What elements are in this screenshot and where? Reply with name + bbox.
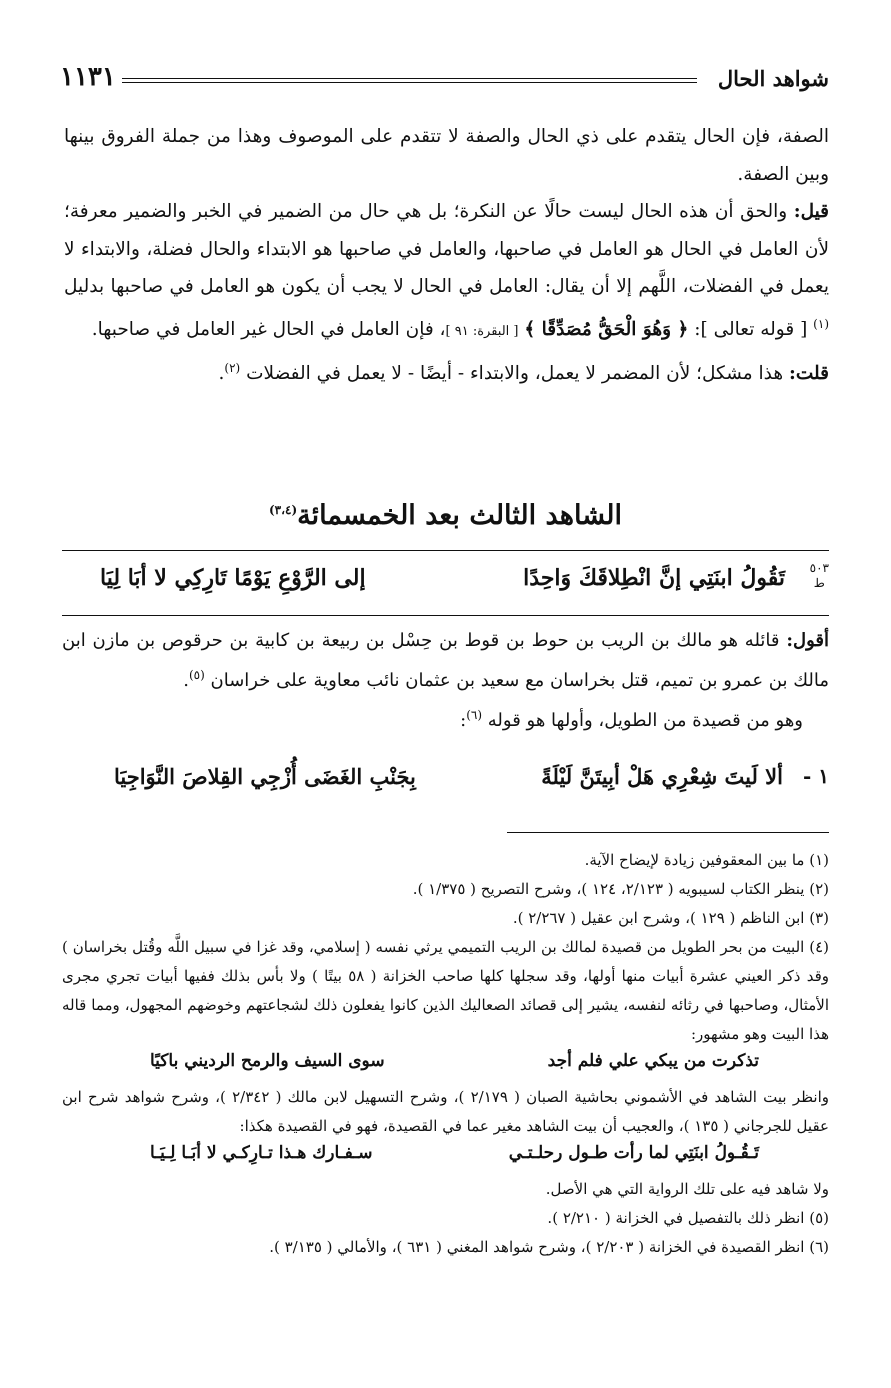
footnote: (٥) انظر ذلك بالتفصيل في الخزانة ( ٢/٢١٠ ). (547, 1209, 829, 1227)
page-number: ١١٣١ (60, 62, 116, 92)
footnote: (٣) ابن الناظم ( ١٢٩ )، وشرح ابن عقيل ( ٢/٢٦٧ ). (512, 909, 829, 927)
footnote: (٤) البيت من بحر الطويل من قصيدة لمالك بن الريب التميمي يرثي نفسه ( إسلامي، وقد غزا في سبيل اللَّه وقُتل بخراسان ) وقد ذكر العيني عشرة أبيات منها أولها، وقد سجلها كلها صاحب الخزانة ( ٥٨ بيتًا ) ولا بأس بذلك ففيها أبيات تجري مجرى الأمثال، وصاحبها في رثائه لنفسه، يشير إلى قصائد الصعاليك الذين كانوا يفعلون ذلك لشجاعتهم وخوضهم المجهول، ومما قاله هذا البيت وهو مشهور: (62, 938, 829, 1043)
paragraph (64, 118, 829, 193)
poem-hemistich-second: بِجَنْبِ الغَضَى أُزْجِي القِلاصَ النَّوَاجِيَا (114, 764, 416, 789)
paragraph-text: والحق أن هذه الحال ليست حالًا عن النكرة؛ بل هي حال من الضمير في الخبر والضمير معرفة؛ لأن العامل في الحال هو العامل في صاحبها، والعامل في صاحبها هو الابتداء والحال فضلة، والابتداء لا يعمل في الفضلات، اللَّهم إلا أن يقال: العامل في الحال لا يجب أن يكون هو العامل في صاحبها بدليل (64, 201, 829, 297)
verse-number (810, 561, 829, 591)
footnote-ref: (٥) (188, 668, 205, 682)
verse-hemistich-second: إلى الرَّوْعِ يَوْمًا تَارِكِي لا أبَا لِيَا (100, 565, 366, 591)
page-header (60, 62, 829, 98)
commentary (62, 624, 829, 738)
footnotes (62, 846, 829, 1262)
qultu-label: قلت: (789, 363, 829, 385)
footnote: (٦) انظر القصيدة في الخزانة ( ٢/٢٠٣ )، وشرح شواهد المغني ( ٦٣١ )، والأمالي ( ٣/١٣٥ ). (269, 1238, 829, 1256)
qil-label: قيل: (793, 201, 829, 222)
footnote-ref: (٢) (224, 361, 241, 376)
main-text (64, 118, 829, 393)
poem-verse-number: ١ - (802, 764, 829, 788)
paragraph-text: هذا مشكل؛ لأن المضمر لا يعمل، والابتداء - أيضًا - لا يعمل في الفضلات (240, 363, 790, 385)
footnote-verse (62, 1141, 829, 1175)
paragraph-text: الصفة، فإن الحال يتقدم على ذي الحال والصفة لا تتقدم على الموصوف وهذا من جملة الفروق بينها وبين الصفة. (64, 126, 829, 185)
paragraph-text: قائله هو مالك بن الريب بن حوط بن قوط بن حِسْل بن ربيعة بن كابية بن حرقوص بن مازن ابن مالك بن عمرو بن تميم، قتل بخراسان مع سعيد بن عثمان نائب معاوية على خراسان (62, 630, 829, 691)
footnote-divider (507, 832, 829, 833)
footnote-ref: (٣،٤) (268, 503, 298, 517)
footnote-continuation: ولا شاهد فيه على تلك الرواية التي هي الأصل. (545, 1180, 829, 1198)
section-title-text: الشاهد الثالث بعد الخمسمائة (297, 500, 623, 531)
aqulu-label: أقول: (786, 630, 829, 651)
footnote-continuation: وانظر بيت الشاهد في الأشموني بحاشية الصبان ( ٢/١٧٩ )، وشرح التسهيل لابن مالك ( ٢/٣٤٢ )، وشرح شواهد شرح ابن عقيل للجرجاني ( ١٣٥ )، والعجيب أن بيت الشاهد مغير عما في القصيدة، فهو في القصيدة هكذا: (62, 1088, 829, 1135)
section-title (0, 500, 891, 531)
aya-reference: [ البقرة: ٩١ ] (445, 323, 519, 339)
header-rule (122, 78, 697, 83)
verse-number-value: ٥٠٣ (809, 561, 829, 575)
footnote: (١) ما بين المعقوفين زيادة لإيضاح الآية. (584, 851, 829, 869)
meter-code: ط (813, 576, 825, 590)
main-verse (62, 550, 829, 616)
paragraph-text: وهو من قصيدة من الطويل، وأولها هو قوله (482, 710, 803, 731)
footnote-verse-second: سوى السيف والرمح الرديني باكيًا (150, 1051, 385, 1071)
paragraph-end: . (183, 670, 189, 691)
footnote-ref: (٦) (466, 708, 483, 722)
paragraph-end: . (218, 363, 225, 385)
poem-hemistich-first: ألا لَيتَ شِعْرِي هَلْ أبِيتَنَّ لَيْلَةً (541, 764, 783, 789)
paragraph (64, 193, 829, 350)
paragraph (62, 698, 829, 738)
quran-quote: ﴿ وَهُوَ الْحَقُّ مُصَدِّقًا ﴾ (524, 318, 689, 340)
footnote-verse-second: سـفـارك هـذا تـارِكـي لا أبَـا لِـيَـا (150, 1143, 373, 1163)
paragraph-text: ، فإن العامل في الحال غير العامل في صاحبها. (91, 318, 446, 340)
footnote: (٢) ينظر الكتاب لسيبويه ( ٢/١٢٣، ١٢٤ )، وشرح التصريح ( ١/٣٧٥ ). (412, 880, 829, 898)
footnote-verse-first: تذكرت من يبكي علي فلم أجد (547, 1051, 759, 1071)
poem-verse (62, 760, 829, 800)
paragraph-end: : (460, 710, 467, 731)
paragraph (64, 350, 829, 393)
footnote-verse-first: تَـقُـولُ ابنَتِي لما رأت طـول رحلـتـي (508, 1143, 759, 1163)
running-title: شواهد الحال (717, 66, 829, 91)
paragraph-text: [ قوله تعالى ]: (688, 318, 814, 340)
footnote-ref: (١) (813, 316, 829, 331)
footnote-verse (62, 1049, 829, 1083)
verse-hemistich-first: تَقُولُ ابنَتِي إنَّ انْطِلاقَكَ وَاحِدًا (523, 565, 785, 591)
paragraph (62, 624, 829, 698)
